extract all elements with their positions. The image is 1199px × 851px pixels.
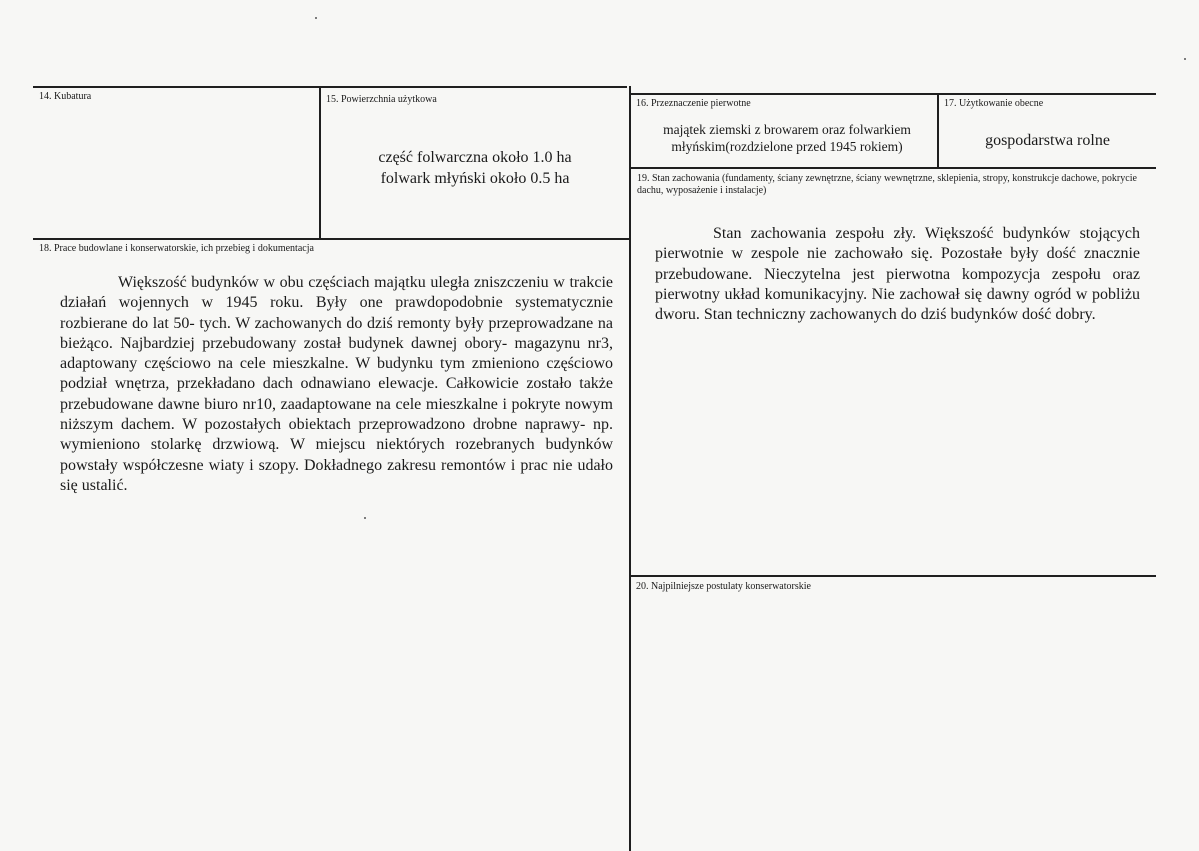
rule-19-20 (630, 575, 1156, 577)
top-rule-left (33, 86, 627, 88)
top-rule-right (630, 93, 1156, 95)
field-15-value (330, 147, 620, 189)
rule-16-19 (630, 167, 1156, 169)
field-17-label: 17. Użytkowanie obecne (944, 98, 1044, 109)
field-16-label: 16. Przeznaczenie pierwotne (636, 98, 751, 109)
field-16-value (640, 121, 934, 155)
center-divider (629, 86, 631, 851)
field-19-label: 19. Stan zachowania (fundamenty, ściany zewnętrzne, ściany wewnętrzne, sklepienia, stropy, konstrukcje dachowe, pokrycie dachu, wyposażenie i instalacje) (637, 173, 1137, 196)
field-16-line-2: młyńskim(rozdzielone przed 1945 rokiem) (671, 139, 903, 154)
scan-speck (364, 517, 366, 519)
field-15-label: 15. Powierzchnia użytkowa (326, 94, 437, 105)
field-20-label: 20. Najpilniejsze postulaty konserwatorskie (636, 581, 811, 592)
field-17-value: gospodarstwa rolne (985, 132, 1110, 149)
field-16-line-1: majątek ziemski z browarem oraz folwarkiem (663, 122, 911, 137)
field-14-label: 14. Kubatura (39, 91, 92, 102)
field-15-line-1: część folwarczna około 1.0 ha (378, 149, 572, 166)
field-19-text (655, 224, 1140, 325)
field-18-text-body: Większość budynków w obu częściach majątku uległa zniszczeniu w trakcie działań wojennych w 1945 roku. Były one prawdopodobnie systematycznie rozbierane do lat 50- tych. W zachowanych do dziś remonty były przeprowadzane na bieżąco. Najbardziej przebudowany został budynek dawnej obory- magazynu nr3, adaptowany częściowo na cele mieszkalne. W budynku tym zmieniono częściowo podział wnętrza, przekładano dach odnawiano elewacje. Całkowicie zostało także przebudowane dawne biuro nr10, zaadaptowane na cele mieszkalne i pokryte nowym niższym dachem. W pozostałych obiektach przeprowadzono drobne naprawy- np. wymieniono stolarkę drzwiową. W miejscu niektórych rozebranych budynków powstały współczesne wiaty i szopy. Dokładnego zakresu remontów i prac nie udało się ustalić. (60, 274, 613, 494)
scan-speck (315, 17, 317, 19)
field-15-line-2: folwark młyński około 0.5 ha (380, 170, 570, 187)
field-18-label: 18. Prace budowlane i konserwatorskie, ich przebieg i dokumentacja (39, 243, 314, 254)
field-19-text-body: Stan zachowania zespołu zły. Większość budynków stojących pierwotnie w zespole nie zachowało się. Pozostałe były dość znacznie przebudowane. Nieczytelna jest pierwotna kompozycja zespołu oraz pierwotny układ komunikacyjny. Nie zachował się dawny ogród w pobliżu dworu. Stan techniczny zachowanych do dziś budynków dość dobry. (655, 225, 1140, 324)
field-18-text (60, 273, 613, 496)
rule-15-18 (33, 238, 629, 240)
divider-14-15 (319, 87, 321, 239)
scan-speck (1184, 58, 1186, 60)
divider-16-17 (937, 94, 939, 168)
